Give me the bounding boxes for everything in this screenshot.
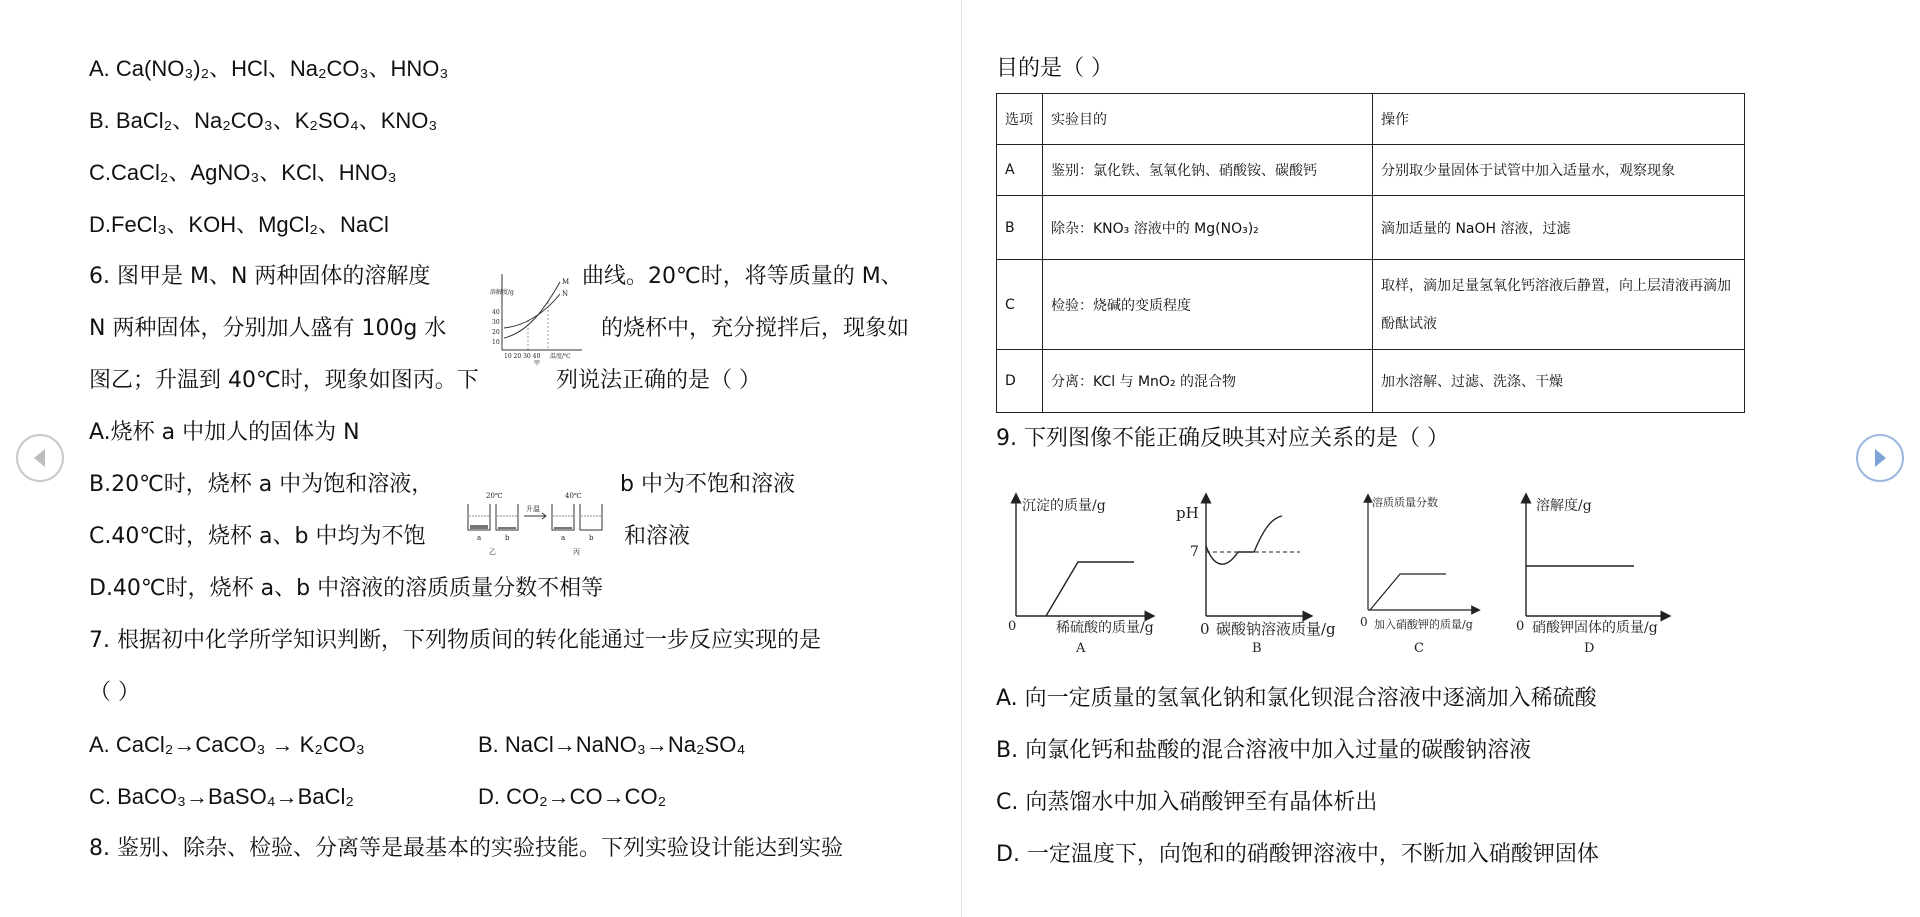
q9-stem: 9. 下列图像不能正确反映其对应关系的是（ ） (996, 426, 1449, 451)
svg-text:B: B (1252, 641, 1262, 656)
svg-text:甲: 甲 (534, 360, 541, 366)
svg-text:N: N (562, 290, 569, 298)
q8-stem-cont: 目的是（ ） (996, 56, 1113, 81)
svg-text:碳酸钠溶液质量/g: 碳酸钠溶液质量/g (1216, 620, 1336, 638)
table-row: A 鉴别：氯化铁、氢氧化钠、硝酸铵、碳酸钙 分别取少量固体于试管中加入适量水，观察现象 (997, 145, 1745, 196)
svg-text:A: A (1076, 641, 1086, 656)
svg-text:10 20 30 40: 10 20 30 40 (504, 353, 541, 360)
prev-page-button[interactable] (16, 434, 64, 482)
q9-option-b: B. 向氯化钙和盐酸的混合溶液中加入过量的碳酸钠溶液 (996, 738, 1532, 763)
svg-text:丙: 丙 (573, 548, 580, 556)
graph-b (1206, 498, 1308, 616)
table-row: B 除杂：KNO₃ 溶液中的 Mg(NO₃)₂ 滴加适量的 NaOH 溶液，过滤 (997, 196, 1745, 260)
svg-text:加入硝酸钾的质量/g: 加入硝酸钾的质量/g (1374, 618, 1473, 631)
svg-text:乙: 乙 (489, 548, 496, 556)
q7-option-d: D. CO₂→CO→CO₂ (478, 784, 667, 809)
q6-stem-line1a: 6. 图甲是 M、N 两种固体的溶解度 (89, 264, 431, 289)
svg-text:a: a (477, 534, 482, 542)
q6-option-b-part1: B.20℃时，烧杯 a 中为饱和溶液， (89, 472, 434, 497)
svg-text:溶质质量分数: 溶质质量分数 (1372, 496, 1438, 509)
svg-text:20℃: 20℃ (486, 492, 503, 500)
q6-option-a: A.烧杯 a 中加人的固体为 N (89, 420, 360, 445)
svg-text:10: 10 (492, 339, 500, 346)
q9-option-d: D. 一定温度下，向饱和的硝酸钾溶液中，不断加入硝酸钾固体 (996, 842, 1599, 867)
q5-option-d: D.FeCl₃、KOH、MgCl₂、NaCl (89, 212, 389, 237)
graph-d (1526, 498, 1666, 616)
svg-text:a: a (561, 534, 566, 542)
q6-stem-line1b: 曲线。20℃时，将等质量的 M、 (582, 264, 903, 289)
curve-n (504, 294, 560, 328)
q7-option-c: C. BaCO₃→BaSO₄→BaCl₂ (89, 784, 354, 809)
beakers-figure (462, 490, 610, 560)
svg-text:40: 40 (492, 309, 500, 316)
svg-text:溶解度/g: 溶解度/g (1536, 498, 1592, 514)
solubility-y-label: 溶解度/g (490, 289, 514, 296)
q6-stem-line2a: N 两种固体，分别加人盛有 100g 水 (89, 316, 447, 341)
svg-text:升温: 升温 (526, 505, 540, 513)
q9-graphs-figure (1000, 488, 1680, 660)
q8-stem: 8. 鉴别、除杂、检验、分离等是最基本的实验技能。下列实验设计能达到实验 (89, 836, 843, 861)
q6-option-c-part2: 和溶液 (624, 524, 691, 549)
table-row: D 分离：KCl 与 MnO₂ 的混合物 加水溶解、过滤、洗涤、干燥 (997, 350, 1745, 413)
q5-option-b: B. BaCl₂、Na₂CO₃、K₂SO₄、KNO₃ (89, 108, 438, 133)
svg-text:pH: pH (1176, 504, 1199, 522)
graph-c (1368, 498, 1476, 610)
svg-text:b: b (589, 534, 594, 542)
svg-text:7: 7 (1190, 544, 1199, 560)
q6-option-c-part1: C.40℃时，烧杯 a、b 中均为不饱 (89, 524, 426, 549)
svg-text:沉淀的质量/g: 沉淀的质量/g (1022, 498, 1106, 514)
table-header-row: 选项 实验目的 操作 (997, 94, 1745, 145)
q7-option-b: B. NaCl→NaNO₃→Na₂SO₄ (478, 732, 746, 757)
svg-text:稀硫酸的质量/g: 稀硫酸的质量/g (1056, 620, 1154, 636)
q6-option-b-part2: b 中为不饱和溶液 (620, 472, 795, 497)
table-row: C 检验：烧碱的变质程度 取样，滴加足量氢氧化钙溶液后静置，向上层清液再滴加酚酞试液 (997, 260, 1745, 350)
svg-text:硝酸钾固体的质量/g: 硝酸钾固体的质量/g (1532, 620, 1658, 636)
q7-stem: 7. 根据初中化学所学知识判断，下列物质间的转化能通过一步反应实现的是 (89, 628, 821, 653)
svg-text:40℃: 40℃ (565, 492, 582, 500)
solubility-curve-figure (488, 270, 588, 366)
svg-text:20: 20 (492, 329, 500, 336)
chevron-left-icon (18, 436, 62, 480)
svg-text:0: 0 (1360, 615, 1368, 629)
svg-text:D: D (1584, 641, 1595, 656)
svg-text:0: 0 (1008, 619, 1017, 634)
q6-stem-line3a: 图乙；升温到 40℃时，现象如图丙。下 (89, 368, 479, 393)
q5-option-a: A. Ca(NO₃)₂、HCl、Na₂CO₃、HNO₃ (89, 56, 449, 81)
svg-text:温度/℃: 温度/℃ (550, 353, 571, 360)
experiment-table (996, 93, 1745, 413)
svg-text:30: 30 (492, 319, 500, 326)
svg-text:C: C (1414, 641, 1424, 656)
page-divider (961, 0, 962, 917)
q9-option-c: C. 向蒸馏水中加入硝酸钾至有晶体析出 (996, 790, 1378, 815)
chevron-right-icon (1858, 436, 1902, 480)
q7-paren: （ ） (89, 680, 140, 705)
svg-text:0: 0 (1200, 620, 1210, 638)
q5-option-c: C.CaCl₂、AgNO₃、KCl、HNO₃ (89, 160, 397, 185)
svg-text:M: M (562, 278, 570, 286)
next-page-button[interactable] (1856, 434, 1904, 482)
q7-option-a: A. CaCl₂→CaCO₃ → K₂CO₃ (89, 732, 365, 757)
q9-option-a: A. 向一定质量的氢氧化钠和氯化钡混合溶液中逐滴加入稀硫酸 (996, 686, 1597, 711)
graph-a (1016, 498, 1150, 616)
svg-text:0: 0 (1516, 619, 1525, 634)
q6-stem-line2b: 的烧杯中，充分搅拌后，现象如 (601, 316, 910, 341)
q6-option-d: D.40℃时，烧杯 a、b 中溶液的溶质质量分数不相等 (89, 576, 604, 601)
q6-stem-line3b: 列说法正确的是（ ） (556, 368, 761, 393)
svg-text:b: b (505, 534, 510, 542)
